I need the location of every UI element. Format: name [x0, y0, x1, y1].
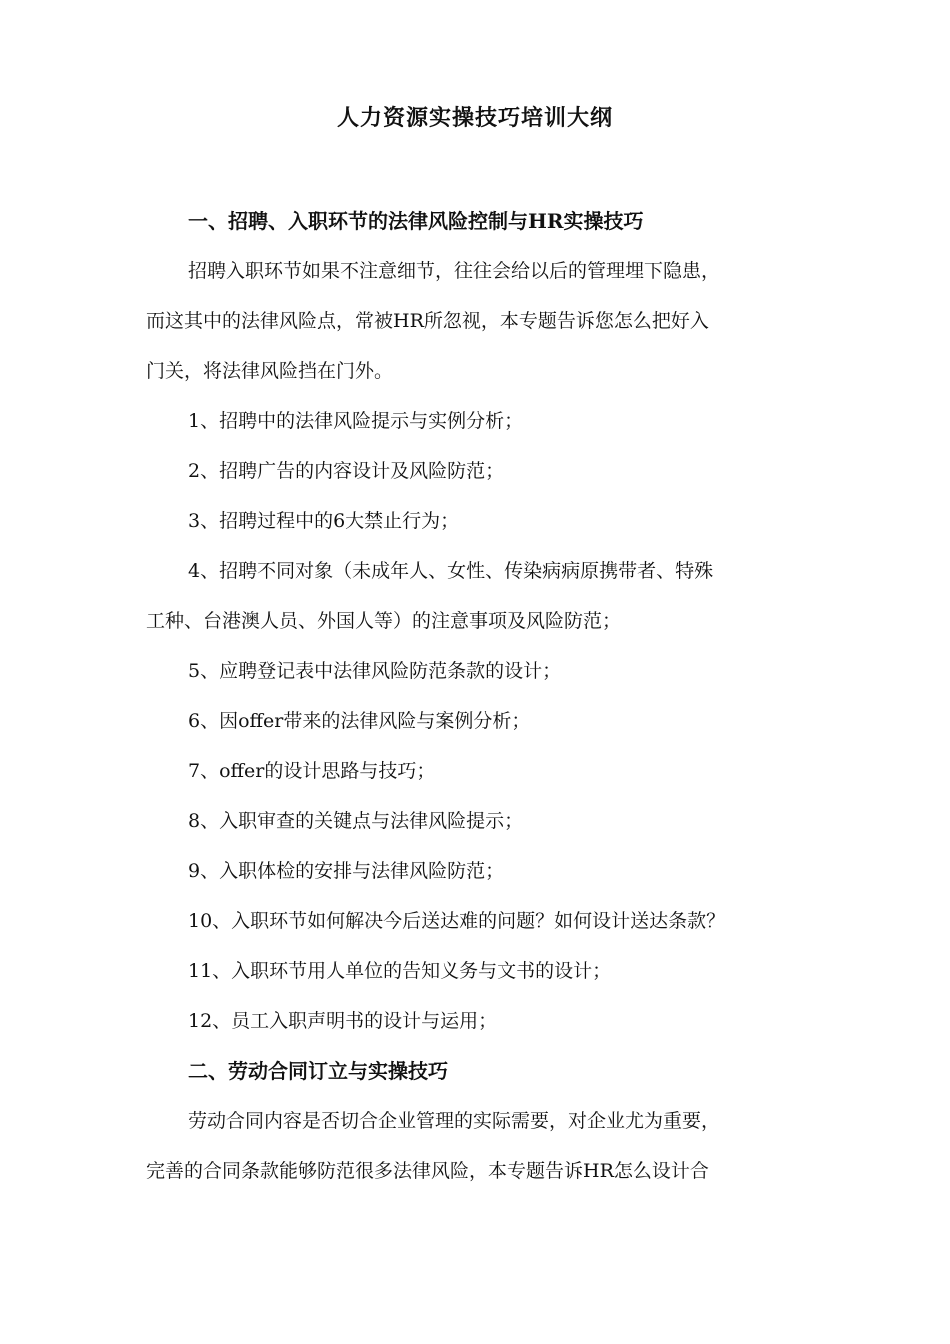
list-item: 11、入职环节用人单位的告知义务与文书的设计；	[188, 960, 612, 982]
paragraph-line: 而这其中的法律风险点，常被HR所忽视，本专题告诉您怎么把好入	[146, 310, 709, 332]
paragraph-line: 完善的合同条款能够防范很多法律风险，本专题告诉HR怎么设计合	[146, 1160, 709, 1182]
list-item: 6、因offer带来的法律风险与案例分析；	[188, 710, 531, 732]
paragraph-line: 招聘入职环节如果不注意细节，往往会给以后的管理埋下隐患，	[188, 260, 721, 282]
list-item: 2、招聘广告的内容设计及风险防范；	[188, 460, 505, 482]
list-item: 4、招聘不同对象（未成年人、女性、传染病病原携带者、特殊	[188, 560, 714, 582]
list-item: 7、offer的设计思路与技巧；	[188, 760, 436, 782]
list-item: 12、员工入职声明书的设计与运用；	[188, 1010, 498, 1032]
list-item-continuation: 工种、台港澳人员、外国人等）的注意事项及风险防范；	[146, 610, 622, 632]
section-heading-contract: 二、劳动合同订立与实操技巧	[188, 1059, 448, 1083]
list-item: 8、入职审查的关键点与法律风险提示；	[188, 810, 524, 832]
list-item: 5、应聘登记表中法律风险防范条款的设计；	[188, 660, 562, 682]
list-item: 1、招聘中的法律风险提示与实例分析；	[188, 410, 524, 432]
document-title: 人力资源实操技巧培训大纲	[336, 105, 613, 131]
list-item: 9、入职体检的安排与法律风险防范；	[188, 860, 505, 882]
list-item: 3、招聘过程中的6大禁止行为；	[188, 510, 460, 532]
section-heading-recruitment: 一、招聘、入职环节的法律风险控制与HR实操技巧	[188, 209, 644, 233]
list-item: 10、入职环节如何解决今后送达难的问题？如何设计送达条款？	[188, 910, 726, 932]
paragraph-line: 门关，将法律风险挡在门外。	[146, 360, 394, 382]
paragraph-line: 劳动合同内容是否切合企业管理的实际需要，对企业尤为重要，	[188, 1110, 721, 1132]
